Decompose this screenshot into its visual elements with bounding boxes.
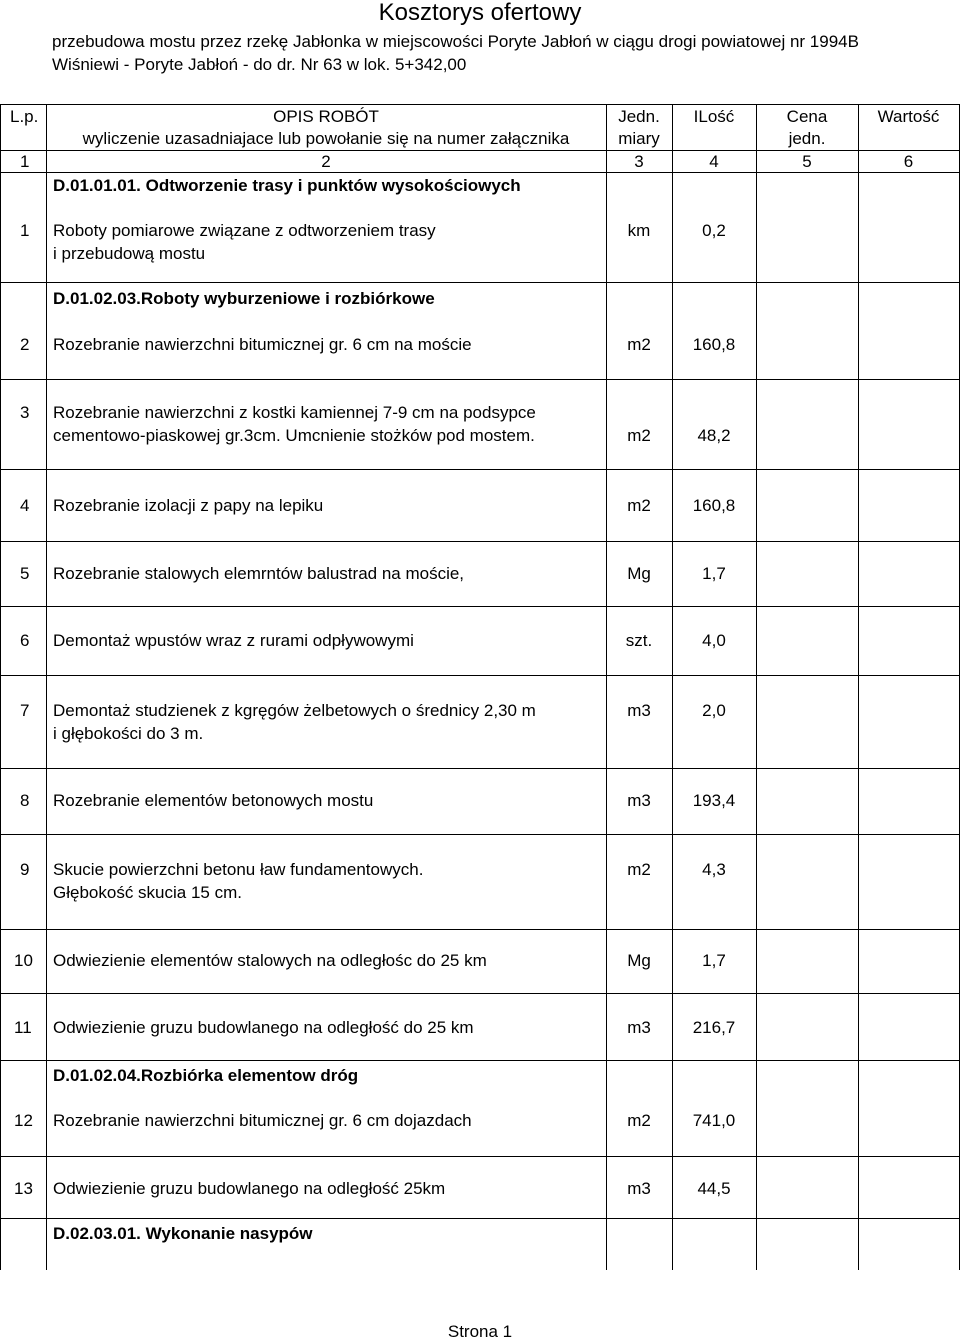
row-divider: [0, 606, 960, 607]
row-unit: km: [627, 221, 651, 240]
row-unit: m2: [627, 1111, 651, 1130]
header-ilosc: ILość: [693, 107, 735, 126]
row-divider: [0, 541, 960, 542]
row-divider: [0, 379, 960, 380]
row-divider: [0, 1156, 960, 1157]
row-divider: [0, 1218, 960, 1219]
row-quantity: 0,2: [702, 221, 726, 240]
cost-table: [0, 104, 960, 1270]
row-description: Rozebranie izolacji z papy na lepiku: [53, 496, 324, 515]
row-number: 13: [14, 1179, 33, 1198]
row-quantity: 4,3: [702, 860, 726, 879]
row-quantity: 1,7: [702, 951, 726, 970]
row-quantity: 160,8: [692, 496, 736, 515]
row-divider: [0, 768, 960, 769]
row-quantity: 48,2: [697, 426, 731, 445]
row-unit: Mg: [627, 951, 651, 970]
row-divider: [0, 104, 960, 105]
column-divider: [672, 104, 673, 1270]
row-number: 10: [14, 951, 33, 970]
row-description: Głębokość skucia 15 cm.: [53, 883, 242, 902]
row-number: 8: [20, 791, 30, 810]
header-lp: L.p.: [10, 107, 39, 126]
row-description: Rozebranie nawierzchni bitumicznej gr. 6 cm na moście: [53, 335, 472, 354]
row-number: 1: [20, 221, 30, 240]
section-heading: D.01.01.01. Odtworzenie trasy i punktów wysokościowych: [53, 176, 521, 195]
row-description: Rozebranie nawierzchni z kostki kamiennej 7-9 cm na podsypce: [53, 403, 536, 422]
column-number: 5: [802, 152, 812, 171]
row-divider: [0, 929, 960, 930]
row-divider: [0, 675, 960, 676]
row-divider: [0, 993, 960, 994]
row-description: cementowo-piaskowej gr.3cm. Umcnienie stożków pod mostem.: [53, 426, 535, 445]
row-unit: m3: [627, 791, 651, 810]
row-divider: [0, 834, 960, 835]
row-description: Skucie powierzchni betonu ław fundamentowych.: [53, 860, 424, 879]
row-number: 2: [20, 335, 30, 354]
column-number: 3: [634, 152, 644, 171]
row-description: Odwiezienie gruzu budowlanego na odległość 25km: [53, 1179, 446, 1198]
row-quantity: 741,0: [692, 1111, 736, 1130]
row-description: Odwiezienie elementów stalowych na odległośc do 25 km: [53, 951, 487, 970]
header-cena: Cena: [786, 107, 828, 126]
column-divider: [46, 104, 47, 1270]
row-number: 6: [20, 631, 30, 650]
row-unit: m3: [627, 1018, 651, 1037]
row-description: Rozebranie stalowych elemrntów balustrad na moście,: [53, 564, 465, 583]
row-quantity: 2,0: [702, 701, 726, 720]
column-divider: [756, 104, 757, 1270]
row-description: i przebudową mostu: [53, 244, 206, 263]
table-border-left: [0, 104, 1, 1270]
row-description: i głębokości do 3 m.: [53, 724, 204, 743]
page-number: Strona 1: [447, 1322, 513, 1341]
row-number: 12: [14, 1111, 33, 1130]
subtitle-line-2: Wiśniewi - Poryte Jabłoń - do dr. Nr 63 w lok. 5+342,00: [52, 55, 467, 74]
row-description: Demontaż studzienek z kgręgów żelbetowych o średnicy 2,30 m: [53, 701, 536, 720]
header-jedn-sub: miary: [618, 129, 660, 148]
row-divider: [0, 469, 960, 470]
row-description: Rozebranie elementów betonowych mostu: [53, 791, 374, 810]
row-unit: m2: [627, 426, 651, 445]
row-unit: m3: [627, 1179, 651, 1198]
row-quantity: 160,8: [692, 335, 736, 354]
row-quantity: 216,7: [692, 1018, 736, 1037]
row-description: Roboty pomiarowe związane z odtworzeniem trasy: [53, 221, 436, 240]
row-unit: m2: [627, 335, 651, 354]
row-unit: m2: [627, 496, 651, 515]
column-divider: [858, 104, 859, 1270]
document-subtitle: [52, 30, 942, 76]
row-description: Demontaż wpustów wraz z rurami odpływowymi: [53, 631, 414, 650]
header-opis: OPIS ROBÓT: [273, 107, 379, 126]
header-wartosc: Wartość: [877, 107, 940, 126]
row-number: 4: [20, 496, 30, 515]
row-quantity: 1,7: [702, 564, 726, 583]
row-description: Odwiezienie gruzu budowlanego na odległość do 25 km: [53, 1018, 474, 1037]
section-heading: D.01.02.03.Roboty wyburzeniowe i rozbiórkowe: [53, 289, 435, 308]
section-heading: D.02.03.01. Wykonanie nasypów: [53, 1224, 313, 1243]
row-number: 5: [20, 564, 30, 583]
row-unit: m2: [627, 860, 651, 879]
row-divider: [0, 282, 960, 283]
row-quantity: 193,4: [692, 791, 736, 810]
row-divider: [0, 1060, 960, 1061]
header-opis-sub: wyliczenie uzasadniajace lub powołanie się na numer załącznika: [82, 129, 570, 148]
document-title: Kosztorys ofertowy: [378, 0, 582, 26]
row-description: Rozebranie nawierzchni bitumicznej gr. 6 cm dojazdach: [53, 1111, 472, 1130]
row-number: 9: [20, 860, 30, 879]
column-number: 1: [20, 152, 30, 171]
column-number: 6: [903, 152, 914, 171]
row-number: 11: [14, 1018, 32, 1037]
row-number: 7: [20, 701, 30, 720]
column-number: 2: [321, 152, 331, 171]
row-unit: Mg: [627, 564, 651, 583]
row-quantity: 4,0: [702, 631, 726, 650]
row-unit: szt.: [625, 631, 653, 650]
column-number: 4: [709, 152, 719, 171]
subtitle-line-1: przebudowa mostu przez rzekę Jabłonka w miejscowości Poryte Jabłoń w ciągu drogi powiatowej nr 1994B: [52, 32, 859, 51]
column-divider: [606, 104, 607, 1270]
header-jedn: Jedn.: [618, 107, 660, 126]
row-quantity: 44,5: [697, 1179, 731, 1198]
header-cena-sub: jedn.: [788, 129, 826, 148]
row-unit: m3: [627, 701, 651, 720]
row-number: 3: [20, 403, 30, 422]
section-heading: D.01.02.04.Rozbiórka elementow dróg: [53, 1066, 359, 1085]
